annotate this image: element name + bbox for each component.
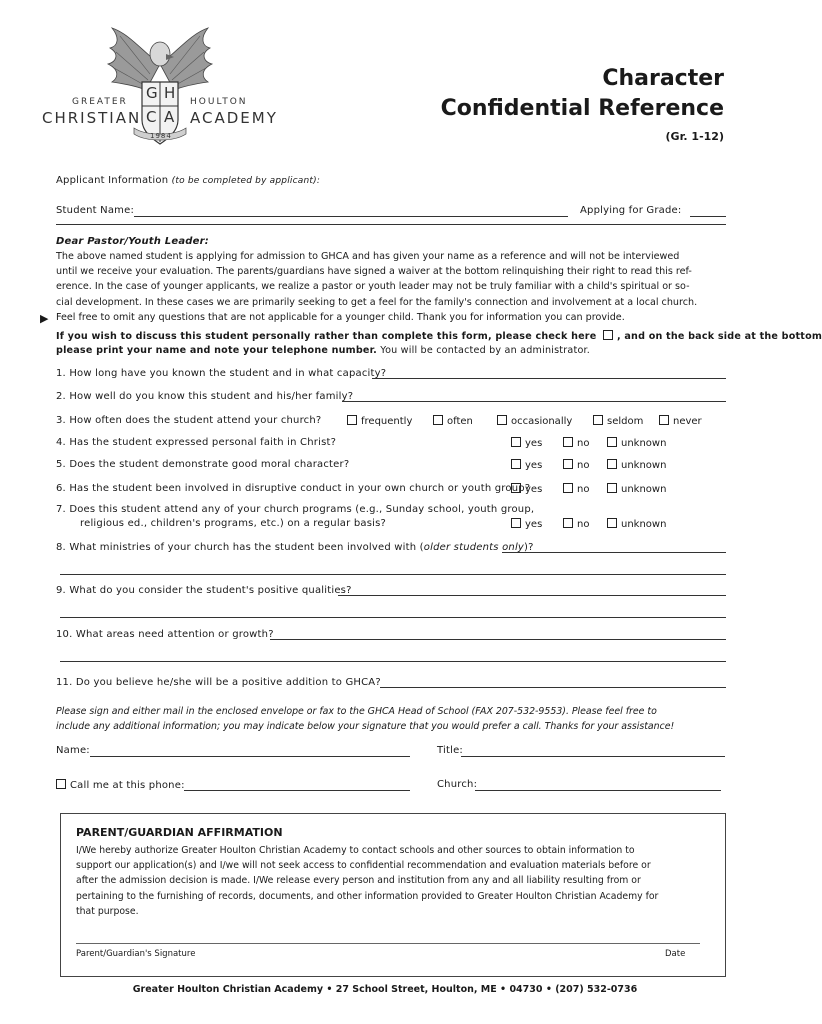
answer-9-field[interactable] [338, 595, 726, 596]
affirmation-line: support our application(s) and I/we will not seek access to confidential recommendation and evaluation materials before or [76, 860, 651, 872]
church-field[interactable] [475, 790, 721, 791]
option-label: never [673, 416, 702, 427]
q4-no[interactable] [563, 437, 589, 449]
footer-school: Greater Houlton Christian Academy [132, 984, 324, 995]
checkbox[interactable] [563, 483, 573, 493]
question-5: 5. Does the student demonstrate good moral character? [56, 459, 350, 470]
checkbox[interactable] [511, 483, 521, 493]
question-9: 9. What do you consider the student's positive qualities? [56, 585, 352, 596]
footer-address: 27 School Street, Houlton, ME [335, 984, 497, 995]
question-8-text: 8. What ministries of your church has the student been involved with ( [56, 542, 424, 553]
option-label: often [447, 416, 473, 427]
answer-11-field[interactable] [380, 687, 726, 688]
logo-academy: ACADEMY [190, 109, 278, 127]
logo-letter-g: G [146, 84, 158, 102]
form-title [441, 64, 724, 143]
applicant-heading: Applicant Information [56, 175, 169, 186]
bullet-icon: • [545, 984, 556, 995]
logo-letter-c: C [146, 108, 157, 126]
question-8-note: older students only [423, 542, 525, 553]
pointer-arrow-icon: ▶ [40, 312, 49, 325]
option-label: unknown [621, 519, 667, 530]
call-me-label: Call me at this phone: [70, 780, 185, 791]
option-label: yes [525, 460, 543, 471]
logo-greater: GREATER [72, 97, 128, 107]
applying-grade-label: Applying for Grade: [580, 205, 682, 216]
parent-signature-label: Parent/Guardian's Signature [76, 949, 196, 959]
bullet-icon: • [326, 984, 336, 995]
q7-no[interactable] [563, 518, 589, 530]
checkbox[interactable] [607, 459, 617, 469]
q6-no[interactable] [563, 483, 589, 495]
answer-2-field[interactable] [342, 401, 726, 402]
option-label: seldom [607, 416, 644, 427]
date-label: Date [665, 949, 686, 959]
option-label: no [577, 519, 590, 530]
checkbox[interactable] [563, 459, 573, 469]
answer-10-line2[interactable] [60, 661, 726, 662]
discuss-checkbox[interactable] [603, 330, 613, 340]
call-me-checkbox[interactable] [56, 779, 66, 789]
name-label: Name: [56, 745, 90, 756]
option-frequently[interactable] [347, 415, 412, 427]
question-4: 4. Has the student expressed personal faith in Christ? [56, 437, 337, 448]
discuss-text-b: , and on the back side at the bottom [617, 331, 822, 342]
contact-rest: You will be contacted by an administrator. [377, 345, 591, 356]
checkbox[interactable] [563, 518, 573, 528]
parent-signature-field[interactable] [76, 943, 700, 944]
checkbox[interactable] [511, 437, 521, 447]
intro-line: cial development. In these cases we are primarily seeking to get a feel for the family's connection and involvement at a local church. [56, 296, 698, 308]
affirmation-text [76, 843, 658, 919]
applicant-heading-row [56, 175, 320, 186]
option-label: yes [525, 438, 543, 449]
phone-field[interactable] [184, 790, 410, 791]
checkbox[interactable] [563, 437, 573, 447]
answer-9-line2[interactable] [60, 617, 726, 618]
option-never[interactable] [659, 415, 702, 427]
name-field[interactable] [90, 756, 410, 757]
question-7-line2: religious ed., children's programs, etc.) on a regular basis? [80, 518, 386, 529]
q7-yes[interactable] [511, 518, 542, 530]
affirmation-line: after the admission decision is made. I/We release every person and institution from any and all liability resulting from or [76, 875, 641, 887]
call-me-row[interactable] [56, 779, 185, 791]
logo-year: 1984 [150, 132, 172, 140]
applying-grade-field[interactable] [690, 216, 726, 217]
intro-line: Feel free to omit any questions that are not applicable for a younger child. Thank you for information you can provide. [56, 311, 625, 323]
title-label: Title: [437, 745, 463, 756]
checkbox[interactable] [607, 483, 617, 493]
intro-line: The above named student is applying for admission to GHCA and has given your name as a reference and will not be interviewed [56, 251, 680, 262]
answer-8-field[interactable] [502, 552, 726, 553]
question-10: 10. What areas need attention or growth? [56, 629, 274, 640]
intro-line: erence. In the case of younger applicants, we realize a pastor or youth leader may not be truly familiar with a child's spiritual or so- [56, 281, 690, 293]
checkbox[interactable] [511, 459, 521, 469]
intro-paragraph [56, 249, 724, 325]
question-2: 2. How well do you know this student and his/her family? [56, 391, 354, 402]
affirmation-heading: PARENT/GUARDIAN AFFIRMATION [76, 826, 283, 839]
question-11: 11. Do you believe he/she will be a positive addition to GHCA? [56, 677, 381, 688]
student-name-label: Student Name: [56, 205, 135, 216]
option-label: yes [525, 484, 543, 495]
instruction-line: Please sign and either mail in the enclosed envelope or fax to the GHCA Head of School (FAX 207-532-9553). Please feel free to [56, 706, 657, 717]
q6-unknown[interactable] [607, 483, 666, 495]
checkbox[interactable] [607, 518, 617, 528]
affirmation-line: that purpose. [76, 905, 139, 917]
option-label: unknown [621, 438, 667, 449]
question-1: 1. How long have you known the student and in what capacity? [56, 368, 387, 379]
section-divider [56, 224, 726, 225]
checkbox[interactable] [607, 437, 617, 447]
question-8 [56, 542, 534, 553]
option-label: occasionally [511, 416, 573, 427]
logo-letter-h: H [164, 84, 176, 102]
question-6: 6. Has the student been involved in disruptive conduct in your own church or youth group? [56, 483, 531, 494]
checkbox[interactable] [511, 518, 521, 528]
footer-zip: 04730 [509, 984, 543, 995]
option-seldom[interactable] [593, 415, 643, 427]
answer-8-line2[interactable] [60, 574, 726, 575]
discuss-line [56, 330, 822, 342]
title-field[interactable] [461, 756, 725, 757]
option-label: yes [525, 519, 543, 530]
q5-no[interactable] [563, 459, 589, 471]
checkbox[interactable] [593, 415, 603, 425]
title-grades: (Gr. 1-12) [665, 130, 724, 143]
instructions [56, 704, 674, 734]
q4-yes[interactable] [511, 437, 542, 449]
option-label: frequently [361, 416, 413, 427]
salutation: Dear Pastor/Youth Leader: [56, 236, 209, 247]
option-label: unknown [621, 484, 667, 495]
discuss-text-a: If you wish to discuss this student personally rather than complete this form, please check here [56, 331, 597, 342]
contact-line [56, 345, 590, 356]
option-label: no [577, 484, 590, 495]
checkbox[interactable] [659, 415, 669, 425]
checkbox[interactable] [497, 415, 507, 425]
logo-christian: CHRISTIAN [42, 109, 142, 127]
footer [0, 984, 770, 995]
logo-letter-a: A [164, 108, 175, 126]
school-logo [38, 24, 278, 154]
affirmation-box [60, 813, 726, 977]
footer-phone: (207) 532-0736 [555, 984, 638, 995]
q6-yes[interactable] [511, 483, 542, 495]
question-7-line1: 7. Does this student attend any of your church programs (e.g., Sunday school, youth group, [56, 504, 535, 515]
q7-unknown[interactable] [607, 518, 666, 530]
contact-bold: please print your name and note your telephone number. [56, 345, 378, 356]
bullet-icon: • [500, 984, 510, 995]
question-3: 3. How often does the student attend your church? [56, 415, 322, 426]
affirmation-line: pertaining to the furnishing of records, documents, and other information provided to Greater Houlton Christian Academy for [76, 890, 659, 902]
student-name-field[interactable] [134, 216, 568, 217]
option-label: unknown [621, 460, 667, 471]
answer-1-field[interactable] [372, 378, 726, 379]
option-occasionally[interactable] [497, 415, 572, 427]
applicant-note: (to be completed by applicant): [171, 176, 321, 186]
instruction-line: include any additional information; you may indicate below your signature that you would prefer a call. Thanks for your assistance! [56, 721, 675, 732]
title-line2: Confidential Reference [440, 96, 724, 121]
option-label: no [577, 460, 590, 471]
logo-houlton: HOULTON [190, 97, 248, 107]
question-8-end: )? [524, 542, 534, 553]
title-line1: Character [602, 66, 724, 91]
q5-yes[interactable] [511, 459, 542, 471]
checkbox[interactable] [433, 415, 443, 425]
option-often[interactable] [433, 415, 473, 427]
checkbox[interactable] [347, 415, 357, 425]
q4-unknown[interactable] [607, 437, 666, 449]
option-label: no [577, 438, 590, 449]
answer-10-field[interactable] [270, 639, 726, 640]
intro-line: until we receive your evaluation. The parents/guardians have signed a waiver at the bottom relinquishing their right to read this ref- [56, 266, 692, 278]
church-label: Church: [437, 779, 478, 790]
q5-unknown[interactable] [607, 459, 666, 471]
affirmation-line: I/We hereby authorize Greater Houlton Christian Academy to contact schools and other sources to obtain information to [76, 845, 635, 856]
